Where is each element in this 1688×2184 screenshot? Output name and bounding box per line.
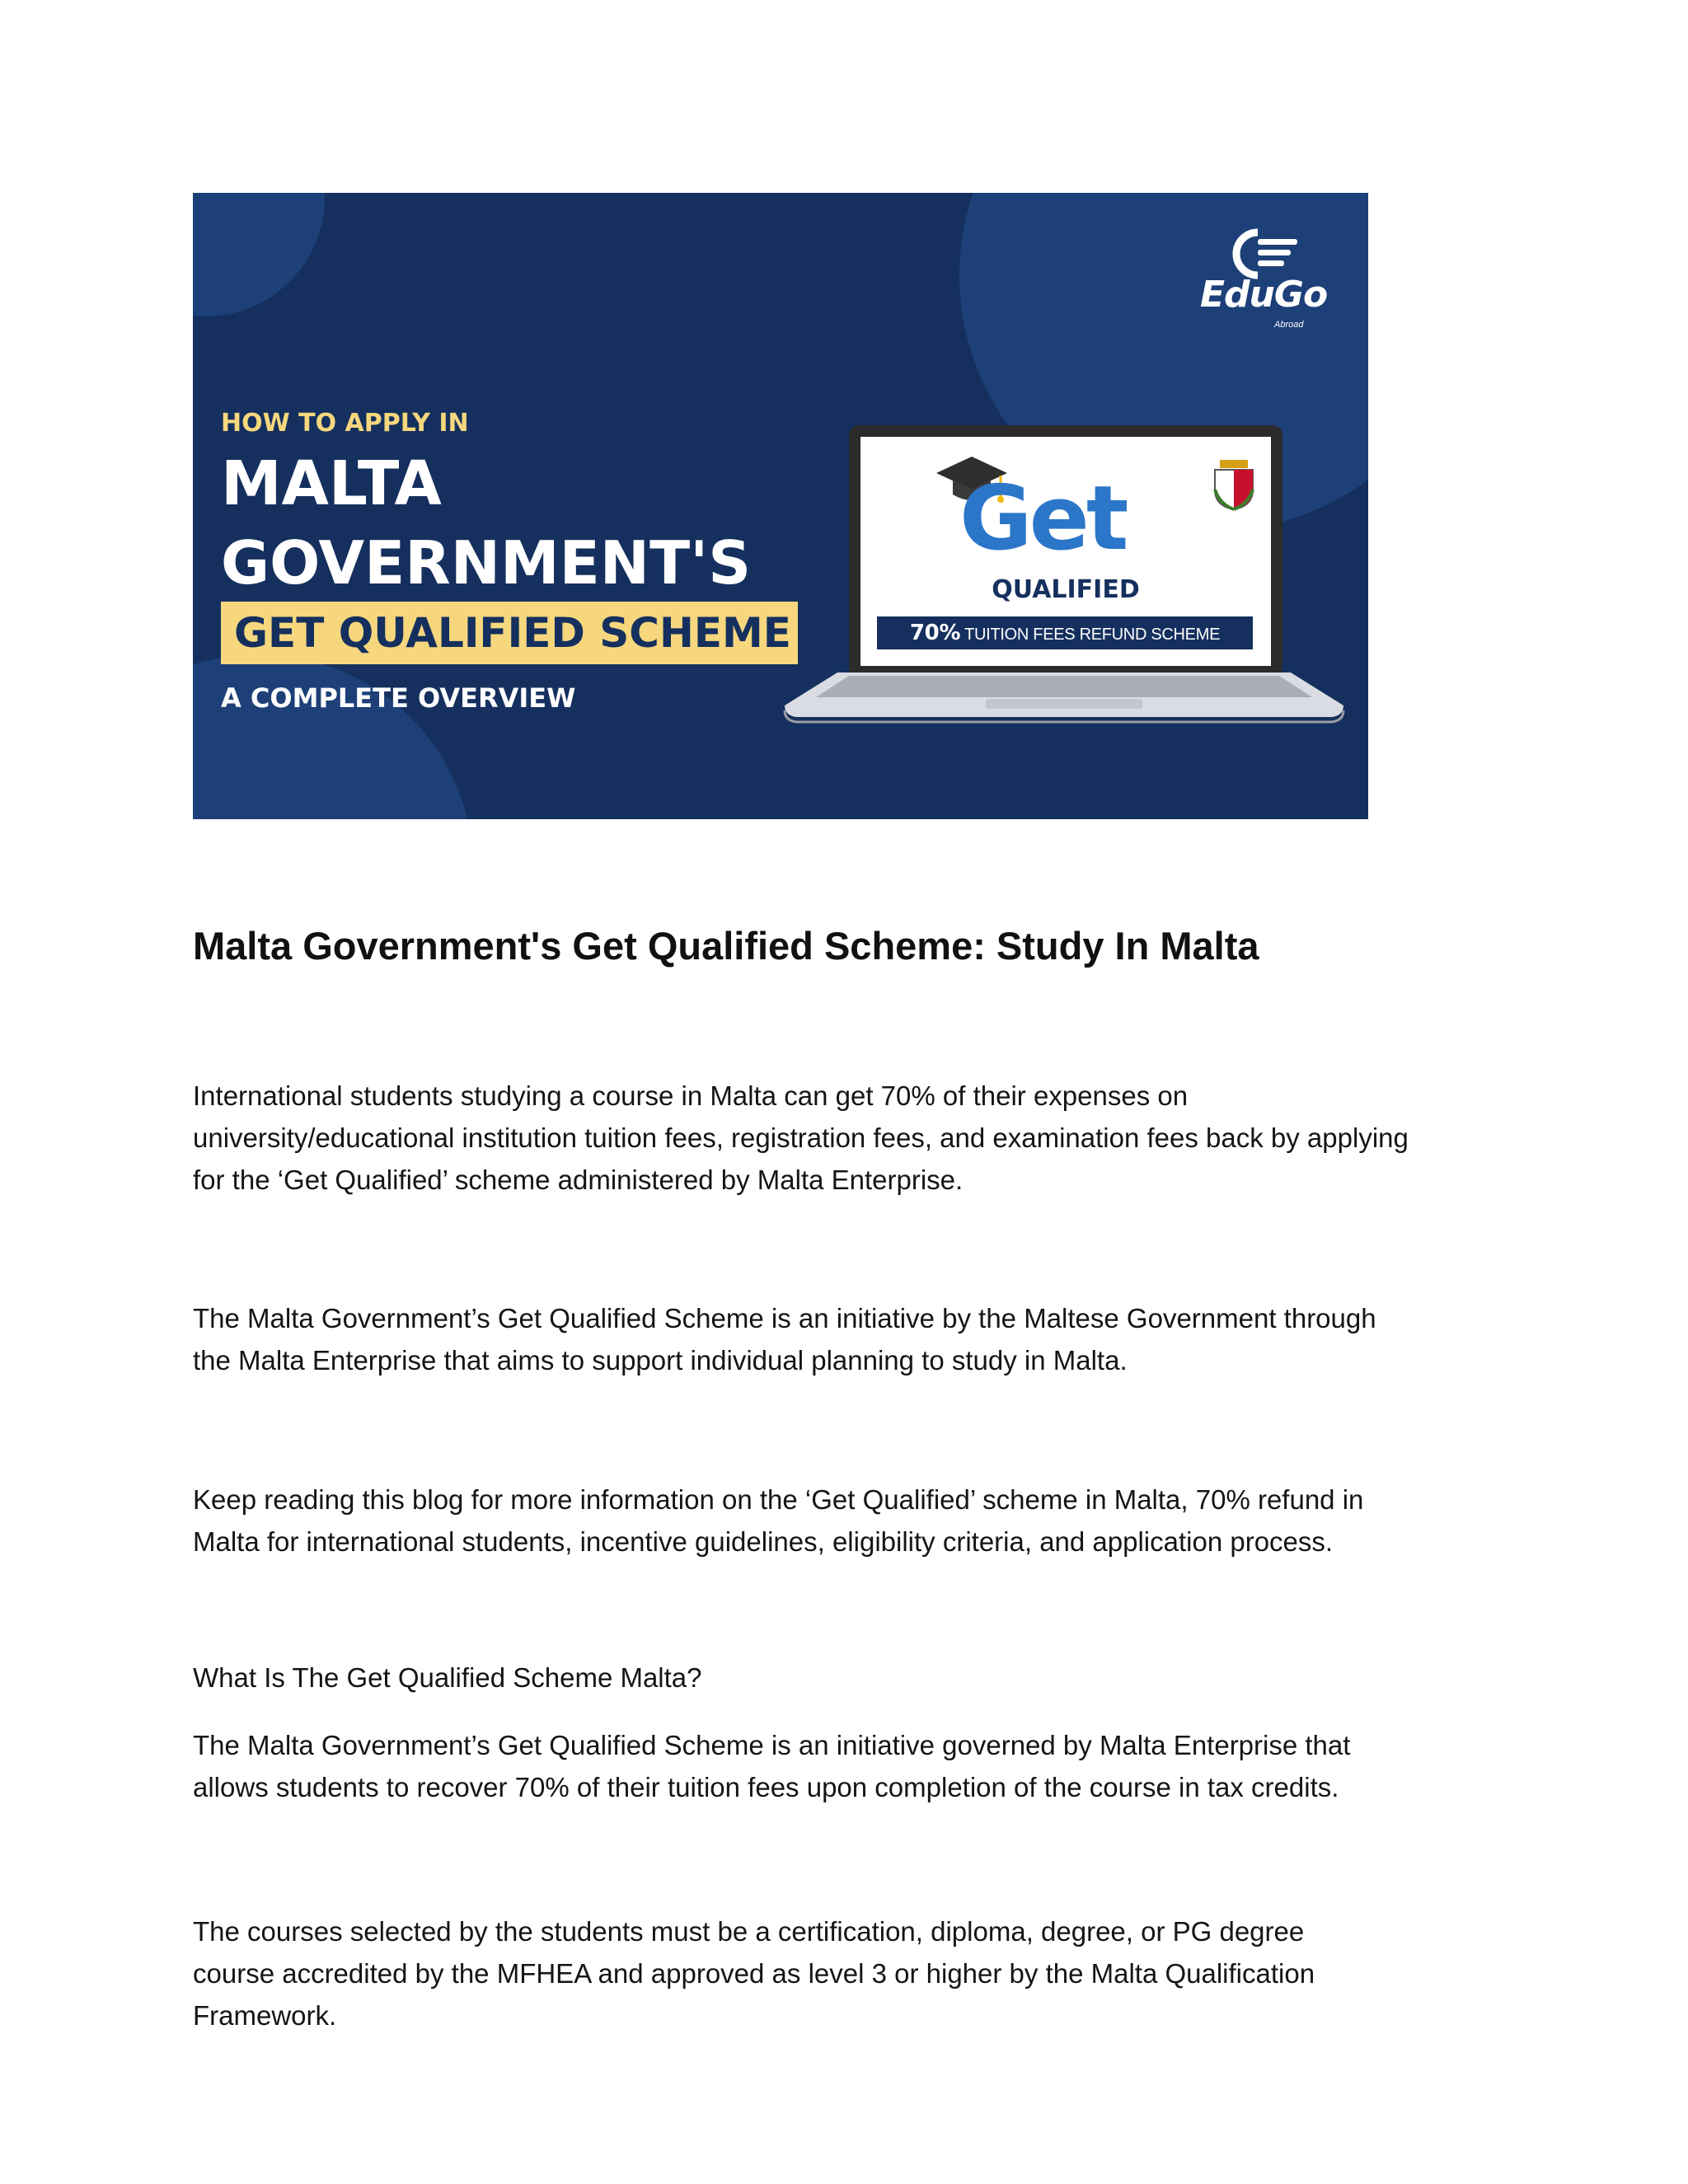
laptop-keyboard-base <box>780 669 1348 727</box>
paragraph-line: The Malta Government’s Get Qualified Scheme is an initiative by the Maltese Government through <box>193 1303 1376 1333</box>
paragraph-intro <box>193 1075 1512 1201</box>
paragraph-initiative <box>193 1297 1512 1381</box>
logo-subtext: Abroad <box>1274 320 1304 330</box>
paragraph-line: Framework. <box>193 2000 337 2031</box>
banner-headline-line1: MALTA <box>221 448 442 519</box>
edugo-logo-icon <box>1200 223 1328 338</box>
section-heading-text: What Is The Get Qualified Scheme Malta? <box>193 1662 702 1693</box>
banner-headline-line2: GOVERNMENT'S <box>221 528 752 598</box>
paragraph-line: Malta for international students, incentive guidelines, eligibility criteria, and application process. <box>193 1526 1334 1557</box>
paragraph-line: The courses selected by the students must be a certification, diploma, degree, or PG degree <box>193 1916 1305 1947</box>
paragraph-line: for the ‘Get Qualified’ scheme administered by Malta Enterprise. <box>193 1165 964 1195</box>
paragraph-line: International students studying a course in Malta can get 70% of their expenses on <box>193 1080 1189 1111</box>
paragraph-line: course accredited by the MFHEA and approved as level 3 or higher by the Malta Qualification <box>193 1958 1315 1989</box>
paragraph-line: the Malta Enterprise that aims to support individual planning to study in Malta. <box>193 1345 1128 1376</box>
paragraph-scheme-definition <box>193 1724 1512 1808</box>
malta-flag-emblem-icon <box>1212 458 1256 511</box>
decorative-circle <box>193 654 473 819</box>
paragraph-line: The Malta Government’s Get Qualified Scheme is an initiative governed by Malta Enterprise that <box>193 1730 1351 1760</box>
laptop-screen <box>849 425 1282 677</box>
paragraph-keep-reading <box>193 1479 1512 1563</box>
refund-text: TUITION FEES REFUND SCHEME <box>964 626 1221 644</box>
banner-kicker: HOW TO APPLY IN <box>221 409 469 438</box>
section-heading <box>193 1657 1512 1699</box>
decorative-circle <box>193 193 325 316</box>
paragraph-courses <box>193 1910 1512 2036</box>
article-title: Malta Government's Get Qualified Scheme: Study In Malta <box>193 924 1259 968</box>
banner-subtitle: A COMPLETE OVERVIEW <box>221 682 576 714</box>
screen-get-text: Get <box>959 467 1126 570</box>
laptop-screen-content <box>860 437 1271 666</box>
banner-highlight: GET QUALIFIED SCHEME <box>221 602 798 664</box>
paragraph-line: university/educational institution tuition fees, registration fees, and examination fees back by applying <box>193 1122 1409 1153</box>
refund-percent: 70% <box>909 621 961 645</box>
logo-text: EduGo <box>1200 274 1328 316</box>
edugo-logo-mark <box>1200 223 1315 280</box>
laptop-illustration <box>780 425 1348 738</box>
paragraph-line: allows students to recover 70% of their tuition fees upon completion of the course in tax credits. <box>193 1772 1339 1802</box>
hero-banner-image <box>193 193 1368 819</box>
paragraph-line: Keep reading this blog for more information on the ‘Get Qualified’ scheme in Malta, 70% refund in <box>193 1484 1364 1515</box>
screen-qualified-text: QUALIFIED <box>992 575 1140 604</box>
refund-scheme-bar <box>877 616 1253 649</box>
